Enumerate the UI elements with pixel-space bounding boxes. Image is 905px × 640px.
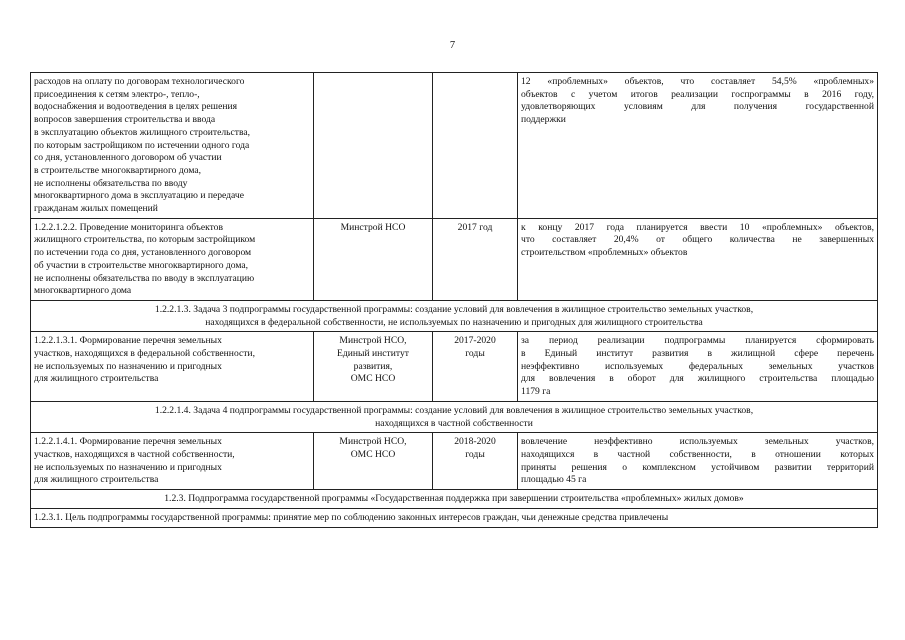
text-line: поддержки <box>521 114 566 126</box>
text-line: 1.2.2.1.3.1. Формирование перечня земельных <box>34 335 222 347</box>
text-line: 1.2.2.1.2.2. Проведение мониторинга объектов <box>34 221 224 233</box>
text-line: 1179 га <box>521 386 551 398</box>
text-line: строительством «проблемных» объектов <box>521 247 688 259</box>
text-line: для жилищного строительства <box>34 474 159 486</box>
text-line: Минстрой НСО, <box>339 436 407 448</box>
text-line: в Единый институт развития в жилищной сфере перечень <box>521 348 874 360</box>
executor-cell <box>314 433 433 490</box>
text-line: не исполнены обязательства по вводу в эксплуатацию <box>34 272 255 284</box>
executor-cell <box>314 73 433 219</box>
text-line: находящихся в федеральной собственности, не используемых по назначению и пригодных для жилищного строительства <box>205 316 703 328</box>
task-heading <box>31 300 878 331</box>
text-line: со дня, установленного договором об участии <box>34 152 222 164</box>
text-line: находящихся в частной собственности, в отношении которых <box>521 448 874 460</box>
text-line: ОМС НСО <box>350 448 396 460</box>
text-line: 1.2.2.1.3. Задача 3 подпрограммы государственной программы: создание условий для вовлечения в жилищное строительство земельных участков, <box>154 303 754 315</box>
text-line: 2018-2020 <box>454 436 496 448</box>
text-line: для жилищного строительства <box>34 373 159 385</box>
text-line: не исполнены обязательства по вводу <box>34 177 188 189</box>
text-line: многоквартирного дома в эксплуатацию и передаче <box>34 190 245 202</box>
text-line: годы <box>465 448 485 460</box>
text-line: годы <box>465 348 485 360</box>
period-cell <box>433 73 518 219</box>
text-line: Единый институт <box>337 348 409 360</box>
task-heading <box>31 401 878 432</box>
text-line: в строительстве многоквартирного дома, <box>34 164 202 176</box>
period-cell <box>433 218 518 300</box>
text-line: 1.2.3.1. Цель подпрограммы государственной программы: принятие мер по соблюдению законных интересов граждан, чьи денежные средства привлечены <box>34 511 669 523</box>
measure-cell <box>31 433 314 490</box>
text-line: расходов на оплату по договорам технологического <box>34 76 245 87</box>
table-row <box>31 508 878 527</box>
result-cell <box>518 218 878 300</box>
table-row <box>31 73 878 219</box>
period-cell <box>433 433 518 490</box>
text-line: 12 «проблемных» объектов, что составляет 54,5% «проблемных» <box>521 76 874 87</box>
text-line: в эксплуатацию объектов жилищного строительства, <box>34 126 251 138</box>
goal-heading <box>31 508 878 527</box>
text-line: находящихся в частной собственности <box>375 417 533 429</box>
table-row <box>31 300 878 331</box>
page-number: 7 <box>449 40 456 51</box>
text-line: водоснабжения и водоотведения в целях решения <box>34 101 238 113</box>
text-line: присоединения к сетям электро-, тепло-, <box>34 88 200 100</box>
subprogram-heading <box>31 490 878 509</box>
period-cell <box>433 332 518 402</box>
measure-cell <box>31 218 314 300</box>
text-line: Минстрой НСО <box>340 221 406 233</box>
text-line: неэффективно используемых федеральных земельных участков <box>521 360 874 372</box>
text-line: 2017-2020 <box>454 335 496 347</box>
text-line: об участии в строительстве многоквартирного дома, <box>34 259 249 271</box>
table-row <box>31 401 878 432</box>
text-line: гражданам жилых помещений <box>34 203 158 215</box>
text-line: не используемых по назначению и пригодных <box>34 461 222 473</box>
table-row <box>31 490 878 509</box>
text-line: жилищного строительства, по которым застройщиком <box>34 234 256 246</box>
text-line: 2017 год <box>457 221 493 233</box>
result-cell <box>518 332 878 402</box>
text-line: за период реализации подпрограммы планируется сформировать <box>521 335 874 347</box>
text-line: многоквартирного дома <box>34 285 132 297</box>
text-line: вопросов завершения строительства и ввода <box>34 114 216 126</box>
table-row <box>31 218 878 300</box>
text-line: участков, находящихся в частной собственности, <box>34 448 235 460</box>
measure-cell <box>31 73 314 219</box>
text-line: по которым застройщиком по истечении одного года <box>34 139 250 151</box>
text-line: 1.2.3. Подпрограмма государственной программы «Государственная поддержка при завершении строительства «проблемных» жилых домов» <box>164 493 744 505</box>
text-line: приняты решения о комплексном устойчивом развитии территорий <box>521 461 874 473</box>
result-cell <box>518 73 878 219</box>
executor-cell <box>314 332 433 402</box>
executor-cell <box>314 218 433 300</box>
result-cell <box>518 433 878 490</box>
text-line: площадью 45 га <box>521 474 587 486</box>
measure-cell <box>31 332 314 402</box>
table-row <box>31 433 878 490</box>
text-line: вовлечение неэффективно используемых земельных участков, <box>521 436 874 448</box>
text-line: по истечении года со дня, установленного договором <box>34 247 252 259</box>
text-line: 1.2.2.1.4.1. Формирование перечня земельных <box>34 436 222 448</box>
text-line: развития, <box>353 360 393 372</box>
text-line: участков, находящихся в федеральной собственности, <box>34 348 255 360</box>
text-line: для вовлечения в оборот для жилищного строительства площадью <box>521 373 874 385</box>
text-line: удовлетворяющих условиям для получения государственной <box>521 101 874 113</box>
text-line: объектов с учетом итогов реализации госпрограммы в 2016 году, <box>521 88 874 100</box>
measures-table <box>30 72 878 528</box>
text-line: к концу 2017 года планируется ввести 10 «проблемных» объектов, <box>521 221 874 233</box>
text-line: что составляет 20,4% от общего количества не завершенных <box>521 234 874 246</box>
text-line: не используемых по назначению и пригодных <box>34 360 222 372</box>
text-line: Минстрой НСО, <box>339 335 407 347</box>
text-line: ОМС НСО <box>350 373 396 385</box>
text-line: 1.2.2.1.4. Задача 4 подпрограммы государственной программы: создание условий для вовлечения в жилищное строительство земельных участков, <box>154 404 754 416</box>
table-row <box>31 332 878 402</box>
